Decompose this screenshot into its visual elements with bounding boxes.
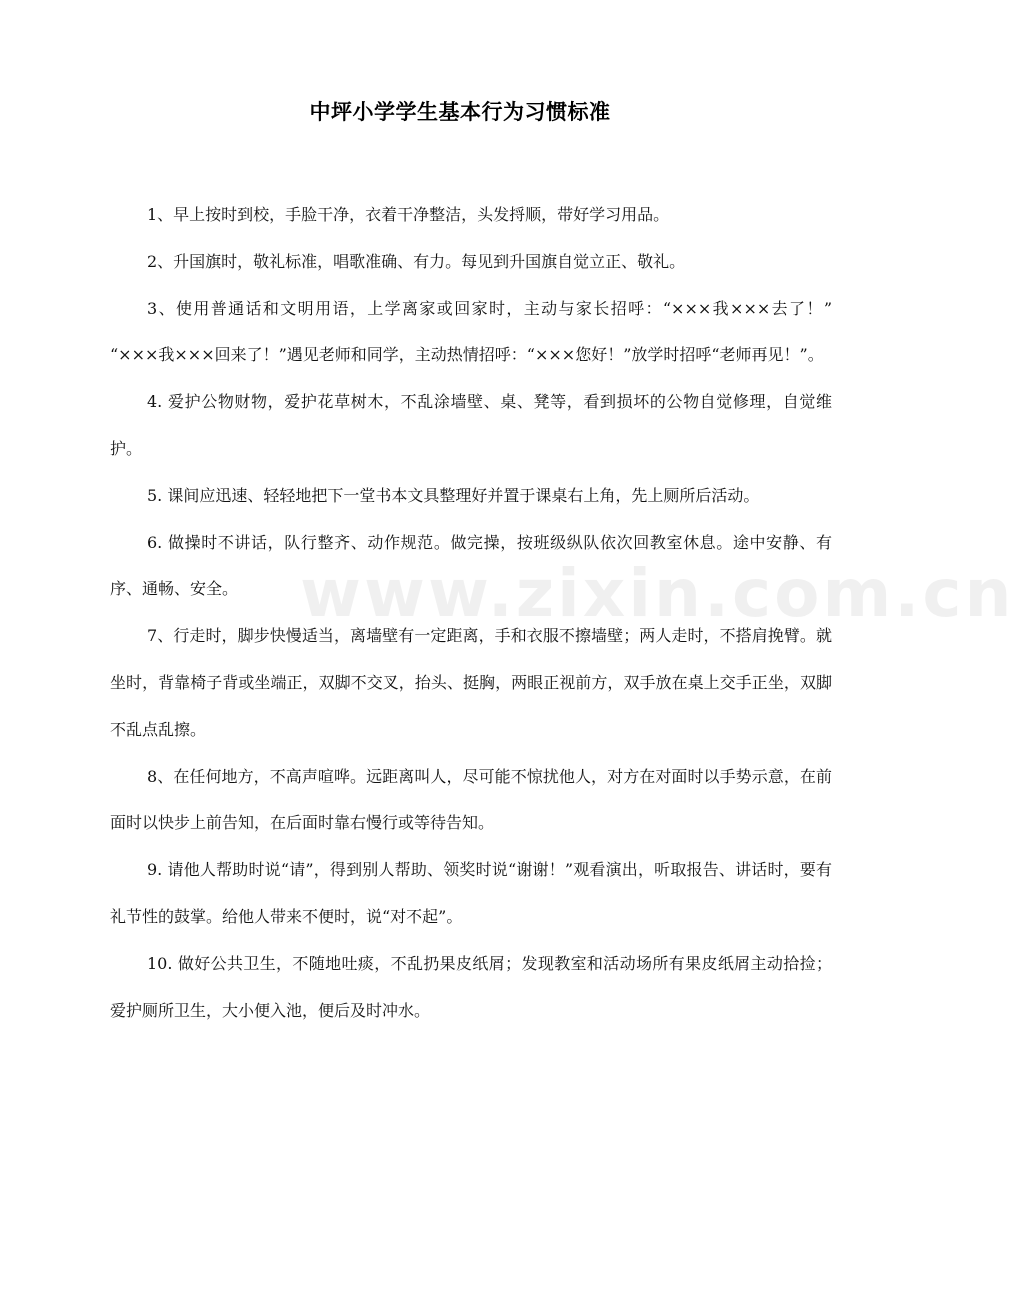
rule-paragraph-7: 7、行走时，脚步快慢适当，离墙壁有一定距离，手和衣服不擦墙壁；两人走时，不搭肩挽臂。就坐时，背靠椅子背或坐端正，双脚不交叉，抬头、挺胸，两眼正视前方，双手放在桌上交手正坐，双脚不乱点乱擦。 [110,626,832,739]
rule-paragraph-2: 2、升国旗时，敬礼标准，唱歌准确、有力。每见到升国旗自觉立正、敬礼。 [147,251,686,271]
rule-paragraph-5: 5. 课间应迅速、轻轻地把下一堂书本文具整理好并置于课桌右上角，先上厕所后活动。 [147,485,760,505]
rule-paragraph-9: 9. 请他人帮助时说“请”，得到别人帮助、领奖时说“谢谢！”观看演出，听取报告、讲话时，要有礼节性的鼓掌。给他人带来不便时，说“对不起”。 [110,860,832,926]
rule-paragraph-4: 4. 爱护公物财物，爱护花草树木，不乱涂墙壁、桌、凳等，看到损坏的公物自觉修理，自觉维护。 [110,392,832,458]
rule-paragraph-6: 6. 做操时不讲话，队行整齐、动作规范。做完操，按班级纵队依次回教室休息。途中安静、有序、通畅、安全。 [110,532,832,599]
rule-paragraph-8: 8、在任何地方，不高声喧哗。远距离叫人，尽可能不惊扰他人，对方在对面时以手势示意，在前面时以快步上前告知，在后面时靠右慢行或等待告知。 [110,766,832,833]
document-title: 中坪小学学生基本行为习惯标准 [309,100,611,124]
document-body [110,192,1014,1034]
rule-paragraph-3: 3、使用普通话和文明用语，上学离家或回家时，主动与家长招呼：“×××我×××去了！” “×××我×××回来了！”遇见老师和同学，主动热情招呼：“×××您好！”放学时招呼“老师再见！”。 [110,298,832,365]
watermark: www.zixin.com.cn [300,555,1014,632]
rule-paragraph-10: 10. 做好公共卫生，不随地吐痰，不乱扔果皮纸屑；发现教室和活动场所有果皮纸屑主动拾捡；爱护厕所卫生，大小便入池，便后及时冲水。 [110,953,832,1020]
rule-paragraph-1: 1、早上按时到校，手脸干净，衣着干净整洁，头发捋顺，带好学习用品。 [147,205,670,224]
